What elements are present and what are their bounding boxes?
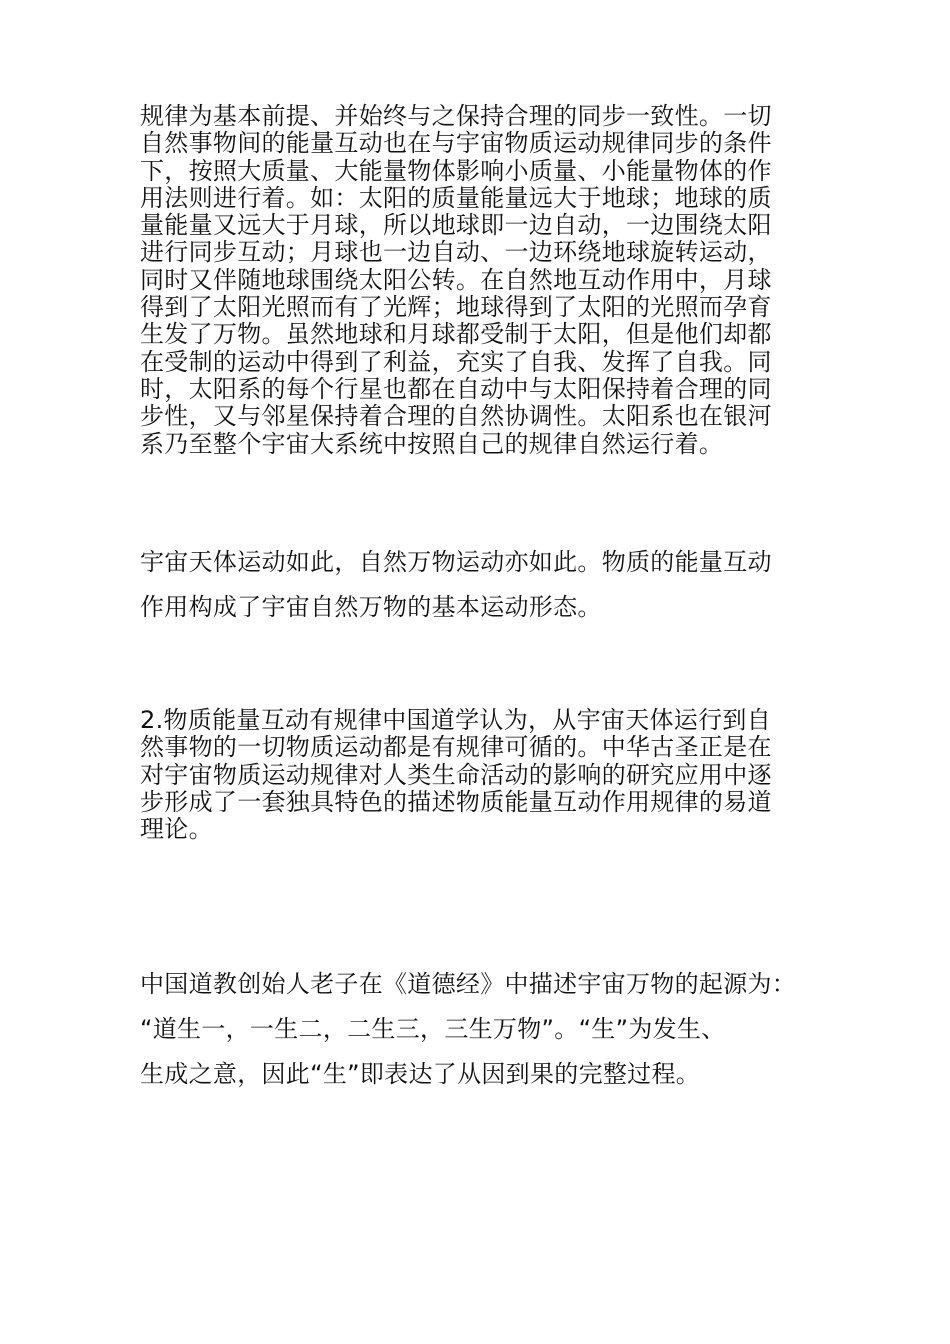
- paragraph-section-2: [140, 707, 815, 843]
- text-line: 系乃至整个宇宙大系统中按照自己的规律自然运行着。: [140, 429, 724, 458]
- text-line: 生发了万物。虽然地球和月球都受制于太阳，但是他们却都: [140, 320, 772, 349]
- text-line: 得到了太阳光照而有了光辉；地球得到了太阳的光照而孕育: [140, 293, 772, 322]
- text-line: 自然事物间的能量互动也在与宇宙物质运动规律同步的条件: [140, 129, 772, 158]
- text-line: 作用构成了宇宙自然万物的基本运动形态。: [140, 593, 602, 621]
- text-line: 步性，又与邻星保持着合理的自然协调性。太阳系也在银河: [140, 402, 772, 431]
- text-line: 规律为基本前提、并始终与之保持合理的同步一致性。一切: [140, 102, 772, 130]
- text-line: 理论。: [140, 815, 213, 844]
- text-line: 2.物质能量互动有规律中国道学认为，从宇宙天体运行到自: [140, 706, 771, 734]
- paragraph-cosmic-motion: [140, 540, 815, 630]
- text-line: 步形成了一套独具特色的描述物质能量互动作用规律的易道: [140, 787, 772, 816]
- text-line: 用法则进行着。如：太阳的质量能量远大于地球；地球的质: [140, 183, 772, 212]
- text-line: 下，按照大质量、大能量物体影响小质量、小能量物体的作: [140, 156, 772, 185]
- text-line: 中国道教创始人老子在《道德经》中描述宇宙万物的起源为：: [140, 970, 797, 998]
- paragraph-laozi-quote: [140, 962, 815, 1097]
- text-line: 量能量又远大于月球，所以地球即一边自动，一边围绕太阳: [140, 211, 772, 240]
- text-line: 进行同步互动；月球也一边自动、一边环绕地球旋转运动，: [140, 238, 772, 267]
- text-line: 宇宙天体运动如此，自然万物运动亦如此。物质的能量互动: [140, 548, 772, 576]
- paragraph-energy-interaction: [140, 103, 815, 458]
- text-line: 同时又伴随地球围绕太阳公转。在自然地互动作用中，月球: [140, 265, 772, 294]
- text-line: 对宇宙物质运动规律对人类生命活动的影响的研究应用中逐: [140, 760, 772, 789]
- text-line: “道生一，一生二，二生三，三生万物”。“生”为发生、: [140, 1015, 726, 1043]
- text-line: 然事物的一切物质运动都是有规律可循的。中华古圣正是在: [140, 733, 772, 762]
- text-line: 时，太阳系的每个行星也都在自动中与太阳保持着合理的同: [140, 374, 772, 403]
- text-line: 生成之意，因此“生”即表达了从因到果的完整过程。: [140, 1060, 701, 1088]
- text-line: 在受制的运动中得到了利益，充实了自我、发挥了自我。同: [140, 347, 772, 376]
